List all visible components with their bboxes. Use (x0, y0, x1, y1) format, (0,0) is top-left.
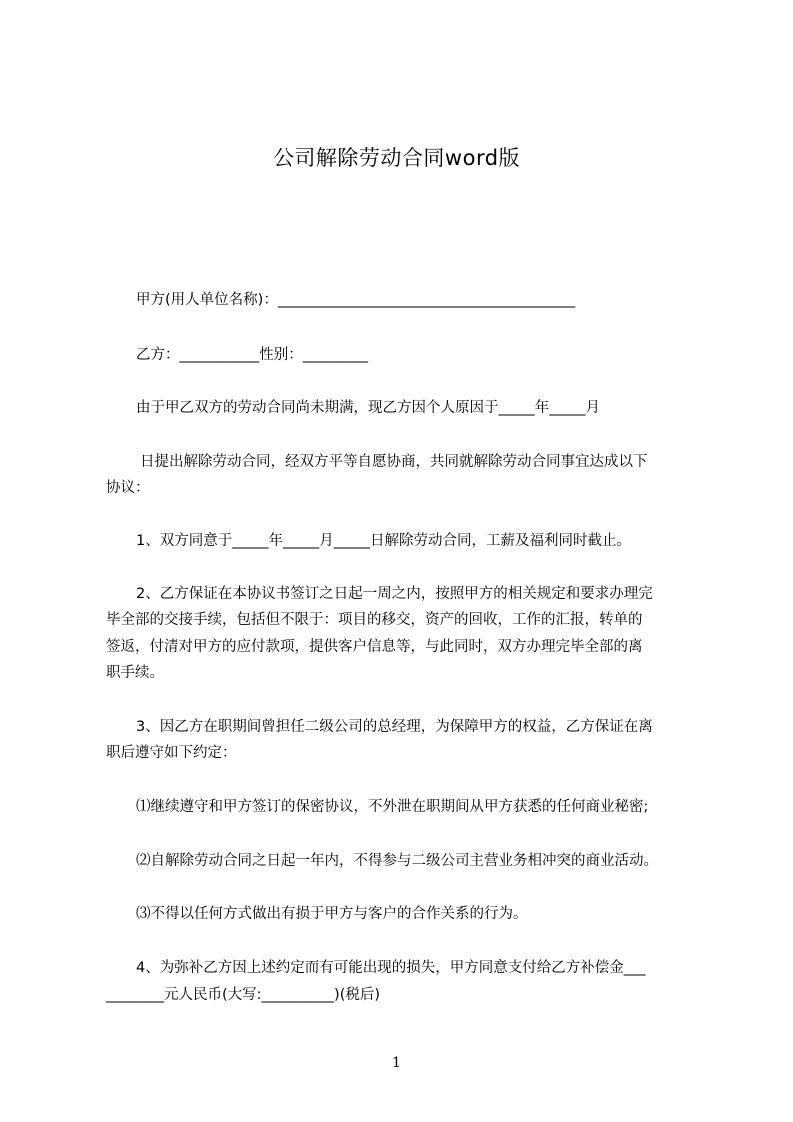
clause-4-line-1: 4、为弥补乙方因上述约定而有可能出现的损失，甲方同意支付给乙方补偿金___ (136, 960, 646, 976)
clause-2-line-3: 签返，付清对甲方的应付款项，提供客户信息等，与此同时，双方办理完毕全部的离 (106, 639, 643, 655)
party-b-line: 乙方：___________性别：_________ (136, 347, 368, 363)
clause-3-line-1: 3、因乙方在职期间曾担任二级公司的总经理，为保障甲方的权益，乙方保证在离 (136, 719, 653, 735)
clause-2-line-1: 2、乙方保证在本协议书签订之日起一周之内，按照甲方的相关规定和要求办理完 (136, 586, 653, 602)
clause-2-line-4: 职手续。 (106, 665, 164, 681)
clause-3-item-3: ⑶不得以任何方式做出有损于甲方与客户的合作关系的行为。 (136, 906, 528, 922)
intro-line-2: 日提出解除劳动合同，经双方平等自愿协商，共同就解除劳动合同事宜达成以下 (140, 454, 648, 470)
party-a-line: 甲方(用人单位名称)：_________________________________________ (136, 292, 576, 308)
clause-2-line-2: 毕全部的交接手续，包括但不限于：项目的移交，资产的回收，工作的汇报，转单的 (106, 612, 643, 628)
clause-3-line-2: 职后遵守如下约定： (106, 745, 237, 761)
document-title: 公司解除劳动合同word版 (272, 146, 521, 170)
clause-3-item-2: ⑵自解除劳动合同之日起一年内，不得参与二级公司主营业务相冲突的商业活动。 (136, 853, 658, 869)
intro-line-3: 协议： (106, 480, 150, 496)
clause-4-line-2: ________元人民币(大写:__________)(税后) (106, 987, 381, 1003)
clause-1: 1、双方同意于_____年_____月_____日解除劳动合同，工薪及福利同时截止。 (136, 533, 631, 549)
intro-line-1: 由于甲乙双方的劳动合同尚未期满，现乙方因个人原因于_____年_____月 (136, 400, 600, 416)
clause-3-item-1: ⑴继续遵守和甲方签订的保密协议，不外泄在职期间从甲方获悉的任何商业秘密; (136, 799, 649, 815)
page-number: 1 (392, 1055, 401, 1071)
